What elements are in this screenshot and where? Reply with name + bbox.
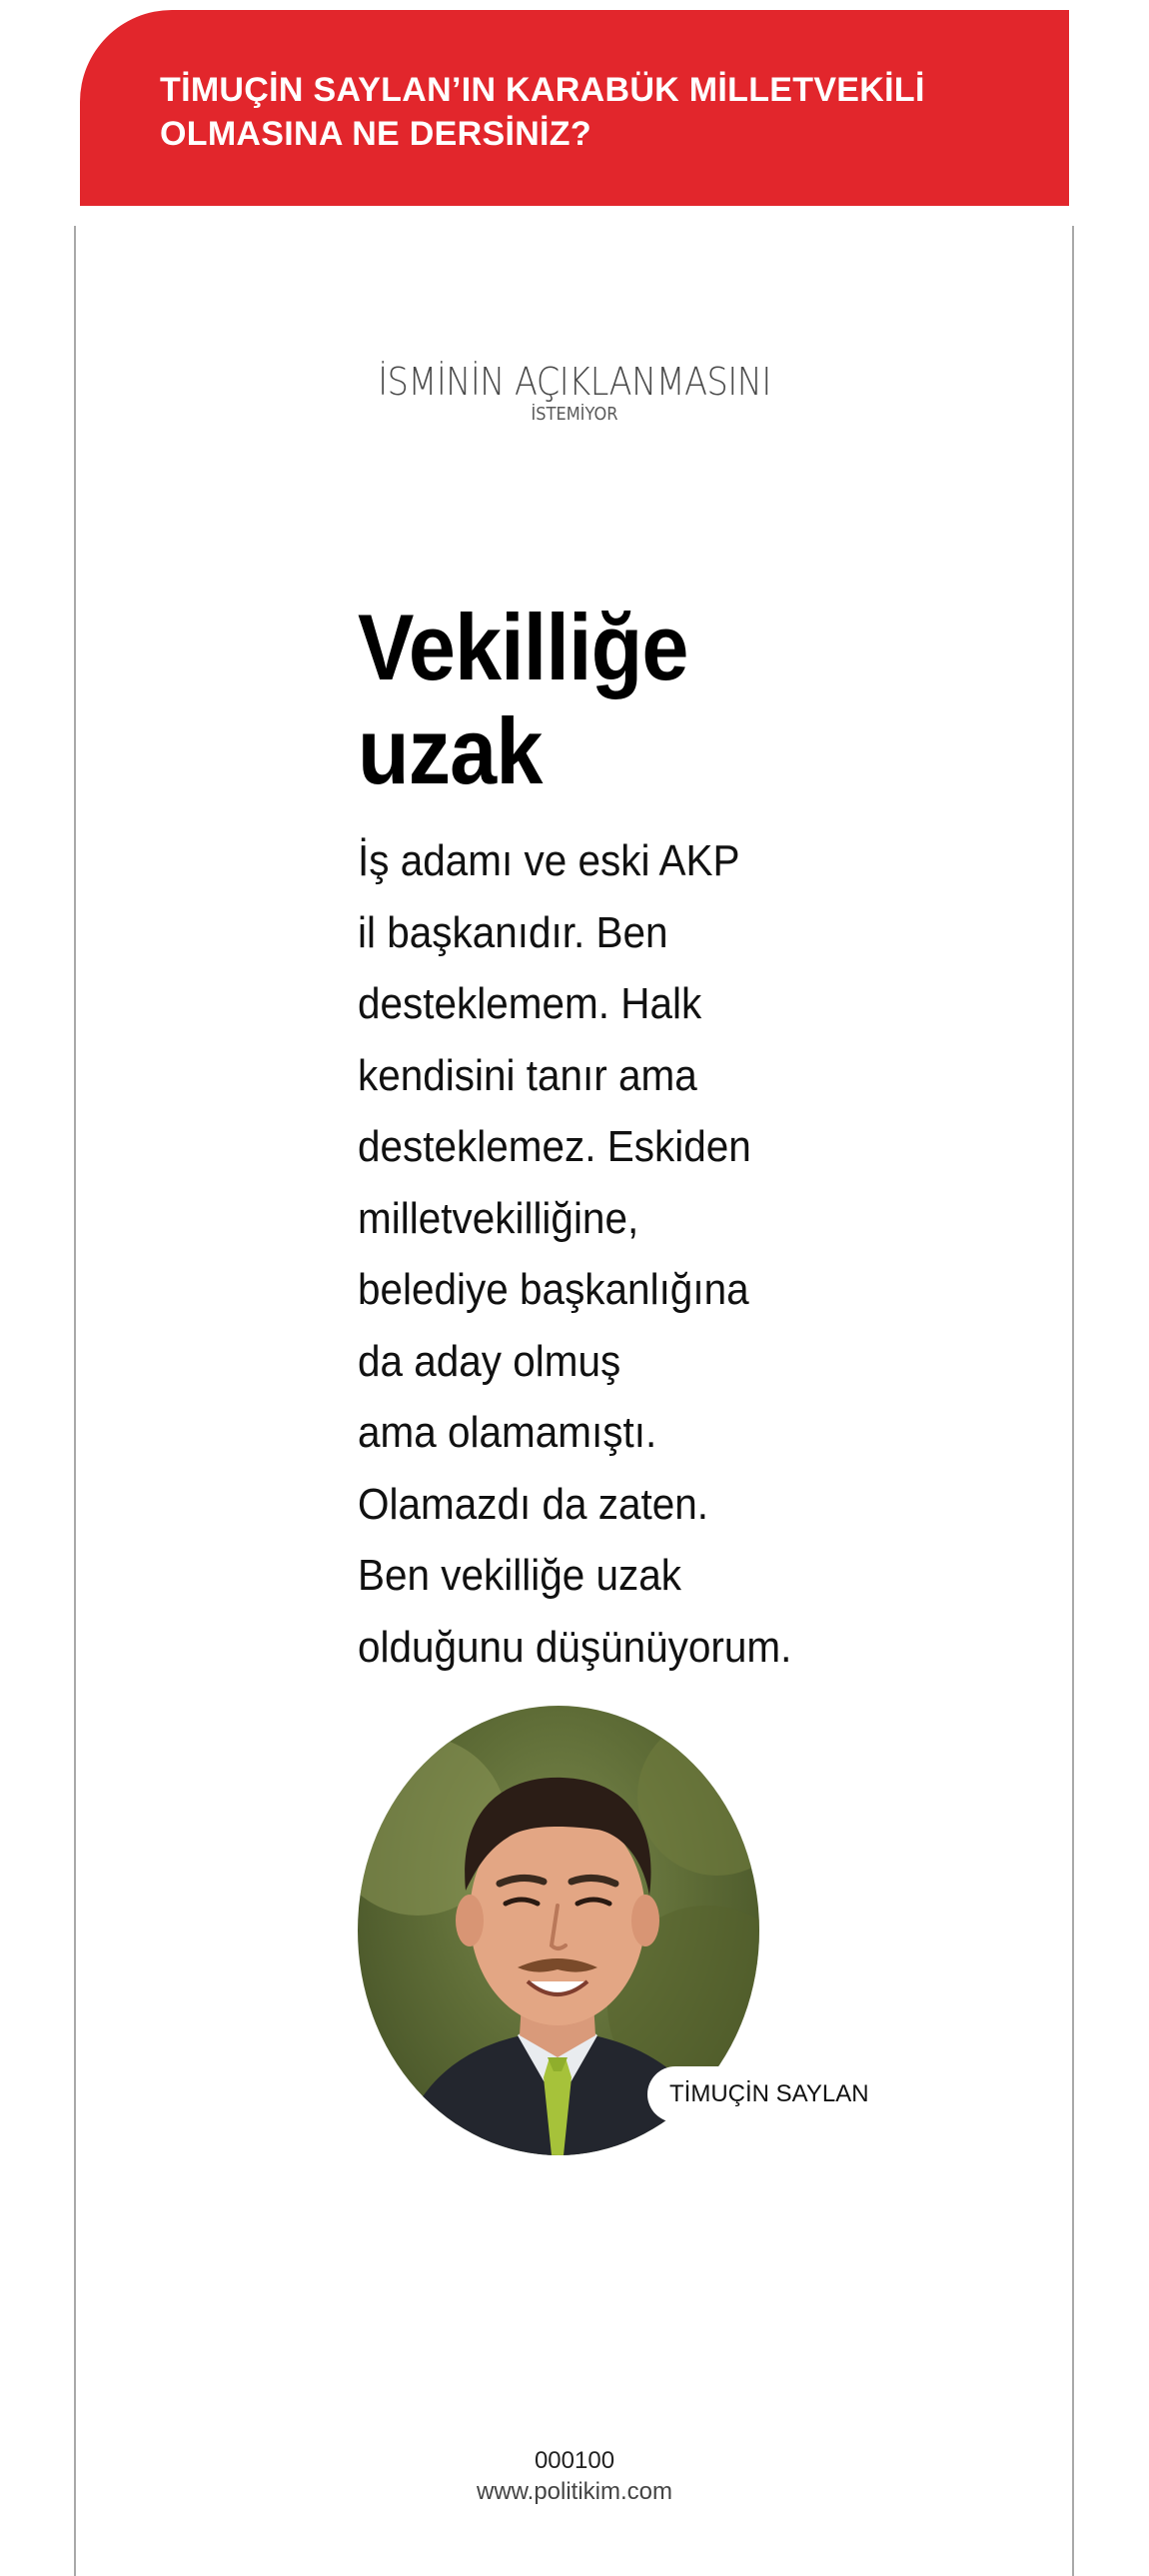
headline-line1: Vekilliğe (358, 595, 688, 699)
quote-line: İş adamı ve eski AKP (358, 836, 740, 885)
quote-line: kendisini tanır ama (358, 1050, 697, 1100)
quote-line: desteklemez. Eskiden (358, 1122, 751, 1171)
quote-line: olduğunu düşünüyorum. (358, 1622, 792, 1672)
frame-left-border (74, 226, 76, 2576)
question-banner (80, 10, 1069, 206)
quote-line: da aday olmuş (358, 1336, 621, 1386)
quote-line: ama olamamıştı. (358, 1408, 657, 1457)
quote-line: Ben vekilliğe uzak (358, 1551, 682, 1600)
footer (0, 2446, 1149, 2508)
quote-line: Olamazdı da zaten. (358, 1479, 709, 1529)
quote-line: il başkanıdır. Ben (358, 907, 668, 957)
quote-line: desteklemem. Halk (358, 979, 702, 1028)
banner-title-line2: OLMASINA NE DERSİNİZ? (160, 115, 591, 153)
quote-line: belediye başkanlığına (358, 1265, 749, 1314)
quote-text (358, 825, 835, 1683)
banner-title-line1: TİMUÇİN SAYLAN’IN KARABÜK MİLLETVEKİLİ (160, 71, 925, 109)
headline (358, 596, 861, 803)
source-sub-text: İSTEMİYOR (531, 404, 618, 425)
footer-code: 000100 (534, 2447, 615, 2474)
person-name-tag: TİMUÇİN SAYLAN (647, 2066, 891, 2122)
footer-url-link[interactable]: www.politikim.com (476, 2478, 673, 2505)
source-main-text: İSMİNİN AÇIKLANMASINI (378, 360, 771, 404)
headline-line2: uzak (358, 698, 543, 803)
source-attribution (0, 360, 1149, 426)
quote-line: milletvekilliğine, (358, 1193, 639, 1243)
frame-right-border (1072, 226, 1074, 2576)
banner-title (160, 68, 1009, 156)
